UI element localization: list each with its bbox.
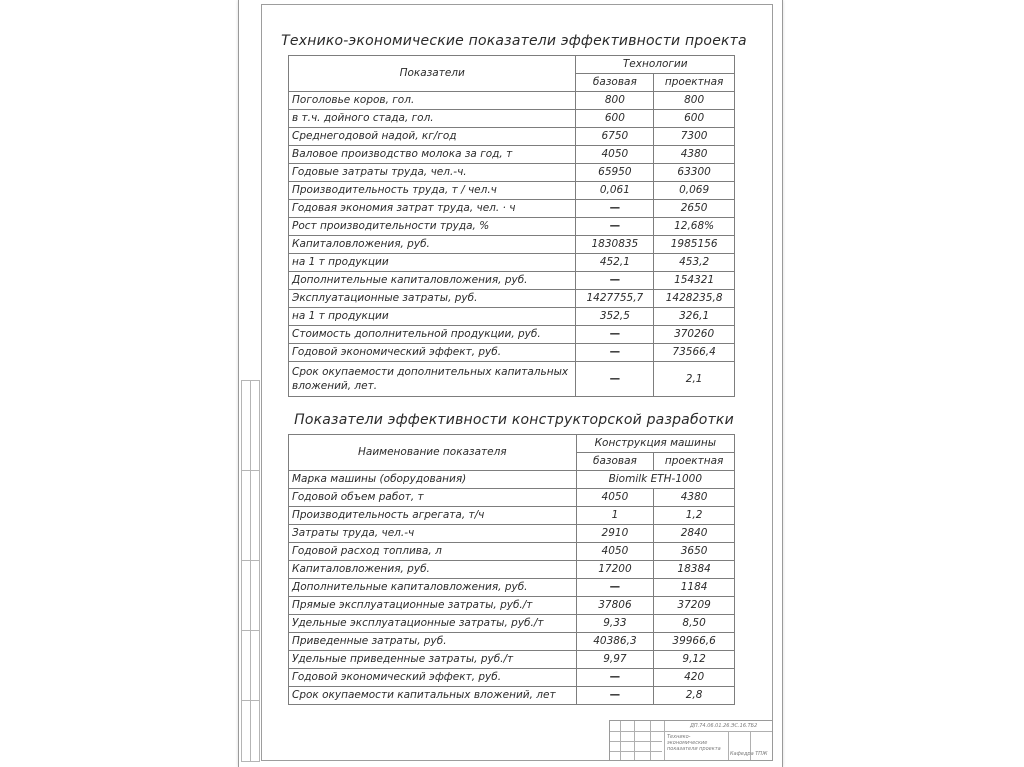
table-row xyxy=(289,92,735,110)
row-project-value: 326,1 xyxy=(654,308,735,326)
table-row xyxy=(289,200,735,218)
row-project-value: 4380 xyxy=(654,489,735,507)
row-project-value: 1428235,8 xyxy=(654,290,735,308)
table-row xyxy=(289,236,735,254)
table-row xyxy=(289,543,735,561)
table-row xyxy=(289,308,735,326)
table2-title: Показатели эффективности конструкторской разработки xyxy=(294,412,734,428)
row-name: Годовой расход топлива, л xyxy=(289,543,577,561)
table-row xyxy=(289,615,735,633)
row-project-value: 1184 xyxy=(654,579,735,597)
row-base-value: — xyxy=(576,579,654,597)
row-base-value: 4050 xyxy=(576,543,654,561)
row-project-value: 73566,4 xyxy=(654,344,735,362)
row-name: на 1 т продукции xyxy=(289,254,576,272)
row-name: Дополнительные капиталовложения, руб. xyxy=(289,272,576,290)
row-name: Прямые эксплуатационные затраты, руб./т xyxy=(289,597,577,615)
row-name: Затраты труда, чел.-ч xyxy=(289,525,577,543)
row-project-value: 2840 xyxy=(654,525,735,543)
table-row xyxy=(289,579,735,597)
header-indicator: Наименование показателя xyxy=(289,435,577,471)
table-row xyxy=(289,182,735,200)
row-project-value: 154321 xyxy=(654,272,735,290)
table1-title: Технико-экономические показатели эффективности проекта xyxy=(281,33,747,49)
row-base-value: 9,33 xyxy=(576,615,654,633)
row-base-value: 17200 xyxy=(576,561,654,579)
row-base-value: 1 xyxy=(576,507,654,525)
row-name: Годовая экономия затрат труда, чел. · ч xyxy=(289,200,576,218)
row-base-value: 2910 xyxy=(576,525,654,543)
row-base-value: 6750 xyxy=(576,128,654,146)
row-project-value: 1,2 xyxy=(654,507,735,525)
table-row xyxy=(289,669,735,687)
row-base-value: — xyxy=(576,687,654,705)
row-project-value: 3650 xyxy=(654,543,735,561)
row-name: Удельные приведенные затраты, руб./т xyxy=(289,651,577,669)
table2-body xyxy=(289,471,735,705)
row-base-value: 352,5 xyxy=(576,308,654,326)
table-row xyxy=(289,471,735,489)
row-project-value: 12,68% xyxy=(654,218,735,236)
row-project-value: 420 xyxy=(654,669,735,687)
row-name: Рост производительности труда, % xyxy=(289,218,576,236)
table-row xyxy=(289,110,735,128)
table-row xyxy=(289,633,735,651)
row-name: Марка машины (оборудования) xyxy=(289,471,577,489)
row-name: Приведенные затраты, руб. xyxy=(289,633,577,651)
header-base: базовая xyxy=(576,453,654,471)
row-base-value: 800 xyxy=(576,92,654,110)
row-name: Эксплуатационные затраты, руб. xyxy=(289,290,576,308)
row-project-value: 18384 xyxy=(654,561,735,579)
header-base: базовая xyxy=(576,74,654,92)
row-base-value: 37806 xyxy=(576,597,654,615)
table-row xyxy=(289,272,735,290)
row-name: Поголовье коров, гол. xyxy=(289,92,576,110)
header-project: проектная xyxy=(654,453,735,471)
row-base-value: 0,061 xyxy=(576,182,654,200)
row-base-value: 9,97 xyxy=(576,651,654,669)
row-name: Удельные эксплуатационные затраты, руб./т xyxy=(289,615,577,633)
row-name: Валовое производство молока за год, т xyxy=(289,146,576,164)
row-project-value: 600 xyxy=(654,110,735,128)
table-row xyxy=(289,362,735,397)
table-row xyxy=(289,164,735,182)
row-project-value: 2650 xyxy=(654,200,735,218)
row-base-value: — xyxy=(576,669,654,687)
table-row xyxy=(289,290,735,308)
row-name: Годовой экономический эффект, руб. xyxy=(289,669,577,687)
row-base-value: 4050 xyxy=(576,489,654,507)
row-base-value: — xyxy=(576,200,654,218)
row-base-value: 452,1 xyxy=(576,254,654,272)
row-base-value: — xyxy=(576,362,654,397)
row-base-value: — xyxy=(576,326,654,344)
table-row xyxy=(289,489,735,507)
table-row xyxy=(289,146,735,164)
row-name: на 1 т продукции xyxy=(289,308,576,326)
row-project-value: 9,12 xyxy=(654,651,735,669)
row-project-value: 800 xyxy=(654,92,735,110)
row-project-value: 7300 xyxy=(654,128,735,146)
row-project-value: 1985156 xyxy=(654,236,735,254)
row-base-value: 40386,3 xyxy=(576,633,654,651)
row-name: Капиталовложения, руб. xyxy=(289,561,577,579)
drawing-sheet xyxy=(238,0,783,767)
header-group: Технологии xyxy=(576,56,735,74)
row-project-value: 2,8 xyxy=(654,687,735,705)
row-base-value: 4050 xyxy=(576,146,654,164)
row-base-value: — xyxy=(576,272,654,290)
row-name: Годовой объем работ, т xyxy=(289,489,577,507)
design-efficiency-table xyxy=(288,434,735,705)
table-row xyxy=(289,651,735,669)
row-base-value: — xyxy=(576,344,654,362)
row-project-value: 370260 xyxy=(654,326,735,344)
stamp-doc-title: Технико-экономические показатели проекта xyxy=(667,734,721,752)
stamp-code: ДП.74.06.01.26.ЭС.16.ТБ2 xyxy=(690,723,758,729)
table1-body xyxy=(289,92,735,397)
table-row xyxy=(289,687,735,705)
table-row xyxy=(289,254,735,272)
table-row xyxy=(289,218,735,236)
row-project-value: 39966,6 xyxy=(654,633,735,651)
row-name: Среднегодовой надой, кг/год xyxy=(289,128,576,146)
row-name: Годовые затраты труда, чел.-ч. xyxy=(289,164,576,182)
row-project-value: 2,1 xyxy=(654,362,735,397)
row-base-value: 1427755,7 xyxy=(576,290,654,308)
row-project-value: 8,50 xyxy=(654,615,735,633)
row-name: Годовой экономический эффект, руб. xyxy=(289,344,576,362)
row-value: Biomilk ETH-1000 xyxy=(576,471,734,489)
row-base-value: — xyxy=(576,218,654,236)
table-row xyxy=(289,561,735,579)
row-base-value: 65950 xyxy=(576,164,654,182)
header-indicator: Показатели xyxy=(289,56,576,92)
row-name: Стоимость дополнительной продукции, руб. xyxy=(289,326,576,344)
row-project-value: 37209 xyxy=(654,597,735,615)
row-name: Капиталовложения, руб. xyxy=(289,236,576,254)
row-name: Производительность агрегата, т/ч xyxy=(289,507,577,525)
header-group: Конструкция машины xyxy=(576,435,734,453)
table-row xyxy=(289,344,735,362)
table-row xyxy=(289,128,735,146)
table-row xyxy=(289,326,735,344)
row-name: Срок окупаемости дополнительных капитальных вложений, лет. xyxy=(289,362,576,397)
row-project-value: 453,2 xyxy=(654,254,735,272)
row-base-value: 1830835 xyxy=(576,236,654,254)
table-row xyxy=(289,597,735,615)
table-row xyxy=(289,507,735,525)
row-name: Срок окупаемости капитальных вложений, лет xyxy=(289,687,577,705)
stamp-org: Кафедра ТПЖ xyxy=(730,751,768,757)
table-row xyxy=(289,525,735,543)
header-project: проектная xyxy=(654,74,735,92)
title-block-stamp xyxy=(609,720,773,761)
row-project-value: 4380 xyxy=(654,146,735,164)
row-name: Дополнительные капиталовложения, руб. xyxy=(289,579,577,597)
side-title-strip xyxy=(239,380,261,762)
row-name: Производительность труда, т / чел.ч xyxy=(289,182,576,200)
technical-economic-table xyxy=(288,55,735,397)
row-project-value: 63300 xyxy=(654,164,735,182)
row-name: в т.ч. дойного стада, гол. xyxy=(289,110,576,128)
row-base-value: 600 xyxy=(576,110,654,128)
row-project-value: 0,069 xyxy=(654,182,735,200)
